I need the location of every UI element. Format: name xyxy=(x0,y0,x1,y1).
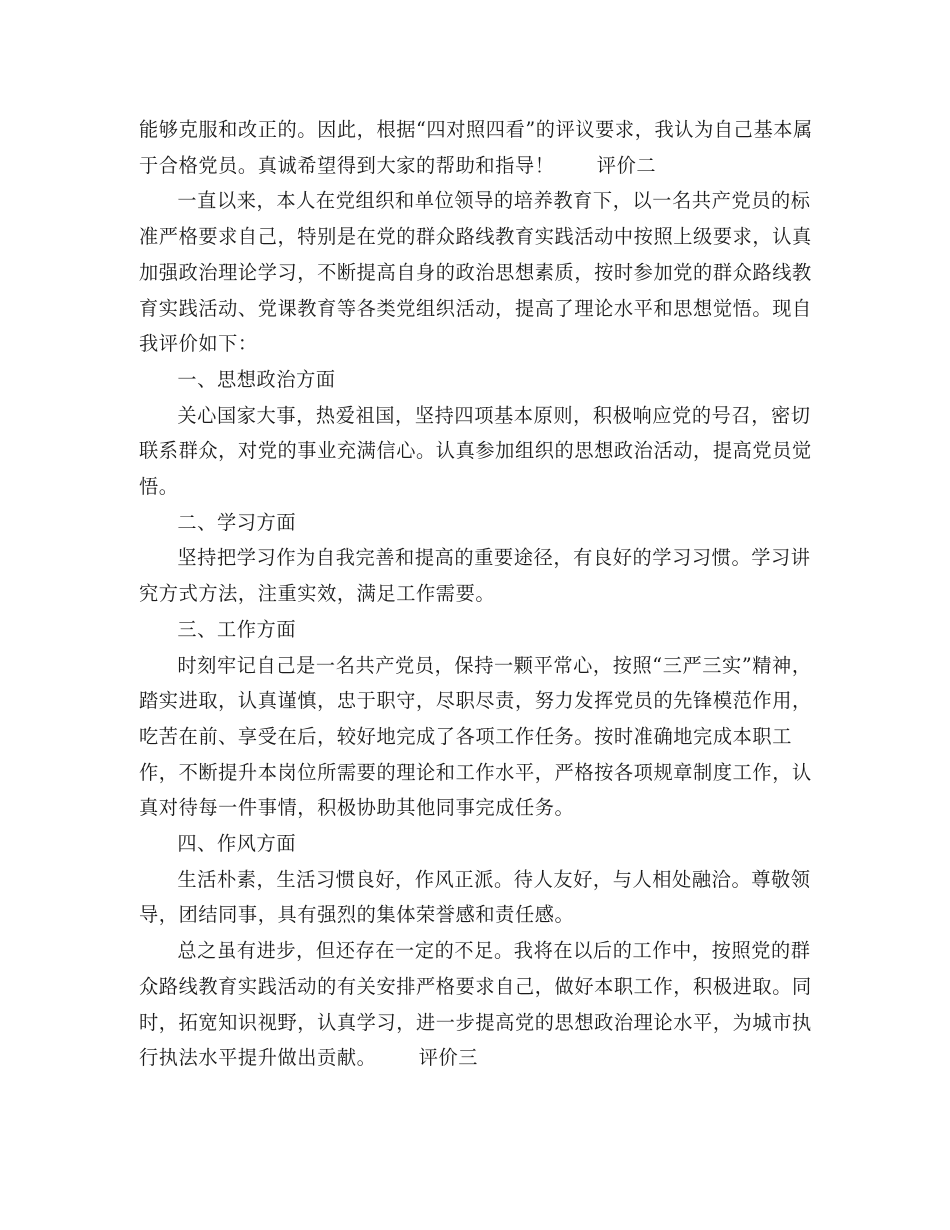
paragraph-text: 关心国家大事，热爱祖国，坚持四项基本原则，积极响应党的号召，密切联系群众，对党的事业充满信心。认真参加组织的思想政治活动，提高党员觉悟。 xyxy=(139,403,812,499)
section-heading xyxy=(139,362,829,398)
paragraph-body xyxy=(139,648,829,827)
document-body xyxy=(139,112,829,1076)
heading-text: 二、学习方面 xyxy=(177,510,297,534)
paragraph-conclusion xyxy=(139,933,829,1076)
heading-text: 一、思想政治方面 xyxy=(177,367,336,391)
paragraph-text: 总之虽有进步，但还存在一定的不足。我将在以后的工作中，按照党的群众路线教育实践活动的有关安排严格要求自己，做好本职工作，积极进取。同时，拓宽知识视野，认真学习，进一步提高党的思想政治理论水平，为城市执行执法水平提升做出贡献。 xyxy=(139,939,812,1070)
paragraph-continuation xyxy=(139,112,829,183)
paragraph-text: 时刻牢记自己是一名共产党员，保持一颗平常心，按照“三严三实”精神，踏实进取，认真谨慎，忠于职守，尽职尽责，努力发挥党员的先锋模范作用，吃苦在前、享受在后，较好地完成了各项工作任务。按时准确地完成本职工作，不断提升本岗位所需要的理论和工作水平，严格按各项规章制度工作，认真对待每一件事情，积极协助其他同事完成任务。 xyxy=(139,653,812,820)
section-heading xyxy=(139,826,829,862)
heading-text: 三、工作方面 xyxy=(177,617,297,641)
paragraph-body xyxy=(139,398,829,505)
paragraph-intro xyxy=(139,183,829,362)
section-heading xyxy=(139,505,829,541)
section-label: 评价三 xyxy=(418,1046,479,1070)
paragraph-text: 一直以来，本人在党组织和单位领导的培养教育下，以一名共产党员的标准严格要求自己，特别是在党的群众路线教育实践活动中按照上级要求，认真加强政治理论学习，不断提高自身的政治思想素质，按时参加党的群众路线教育实践活动、党课教育等各类党组织活动，提高了理论水平和思想觉悟。现自我评价如下： xyxy=(139,189,812,356)
paragraph-body xyxy=(139,862,829,933)
section-label: 评价二 xyxy=(596,153,657,177)
paragraph-body xyxy=(139,540,829,611)
paragraph-text: 生活朴素，生活习惯良好，作风正派。待人友好，与人相处融洽。尊敬领导，团结同事，具有强烈的集体荣誉感和责任感。 xyxy=(139,867,811,927)
paragraph-text: 能够克服和改正的。因此，根据“四对照四看”的评议要求，我认为自己基本属于合格党员。真诚希望得到大家的帮助和指导！ xyxy=(139,118,813,177)
heading-text: 四、作风方面 xyxy=(177,832,297,856)
section-heading xyxy=(139,612,829,648)
paragraph-text: 坚持把学习作为自我完善和提高的重要途径，有良好的学习习惯。学习讲究方式方法，注重实效，满足工作需要。 xyxy=(139,546,811,606)
